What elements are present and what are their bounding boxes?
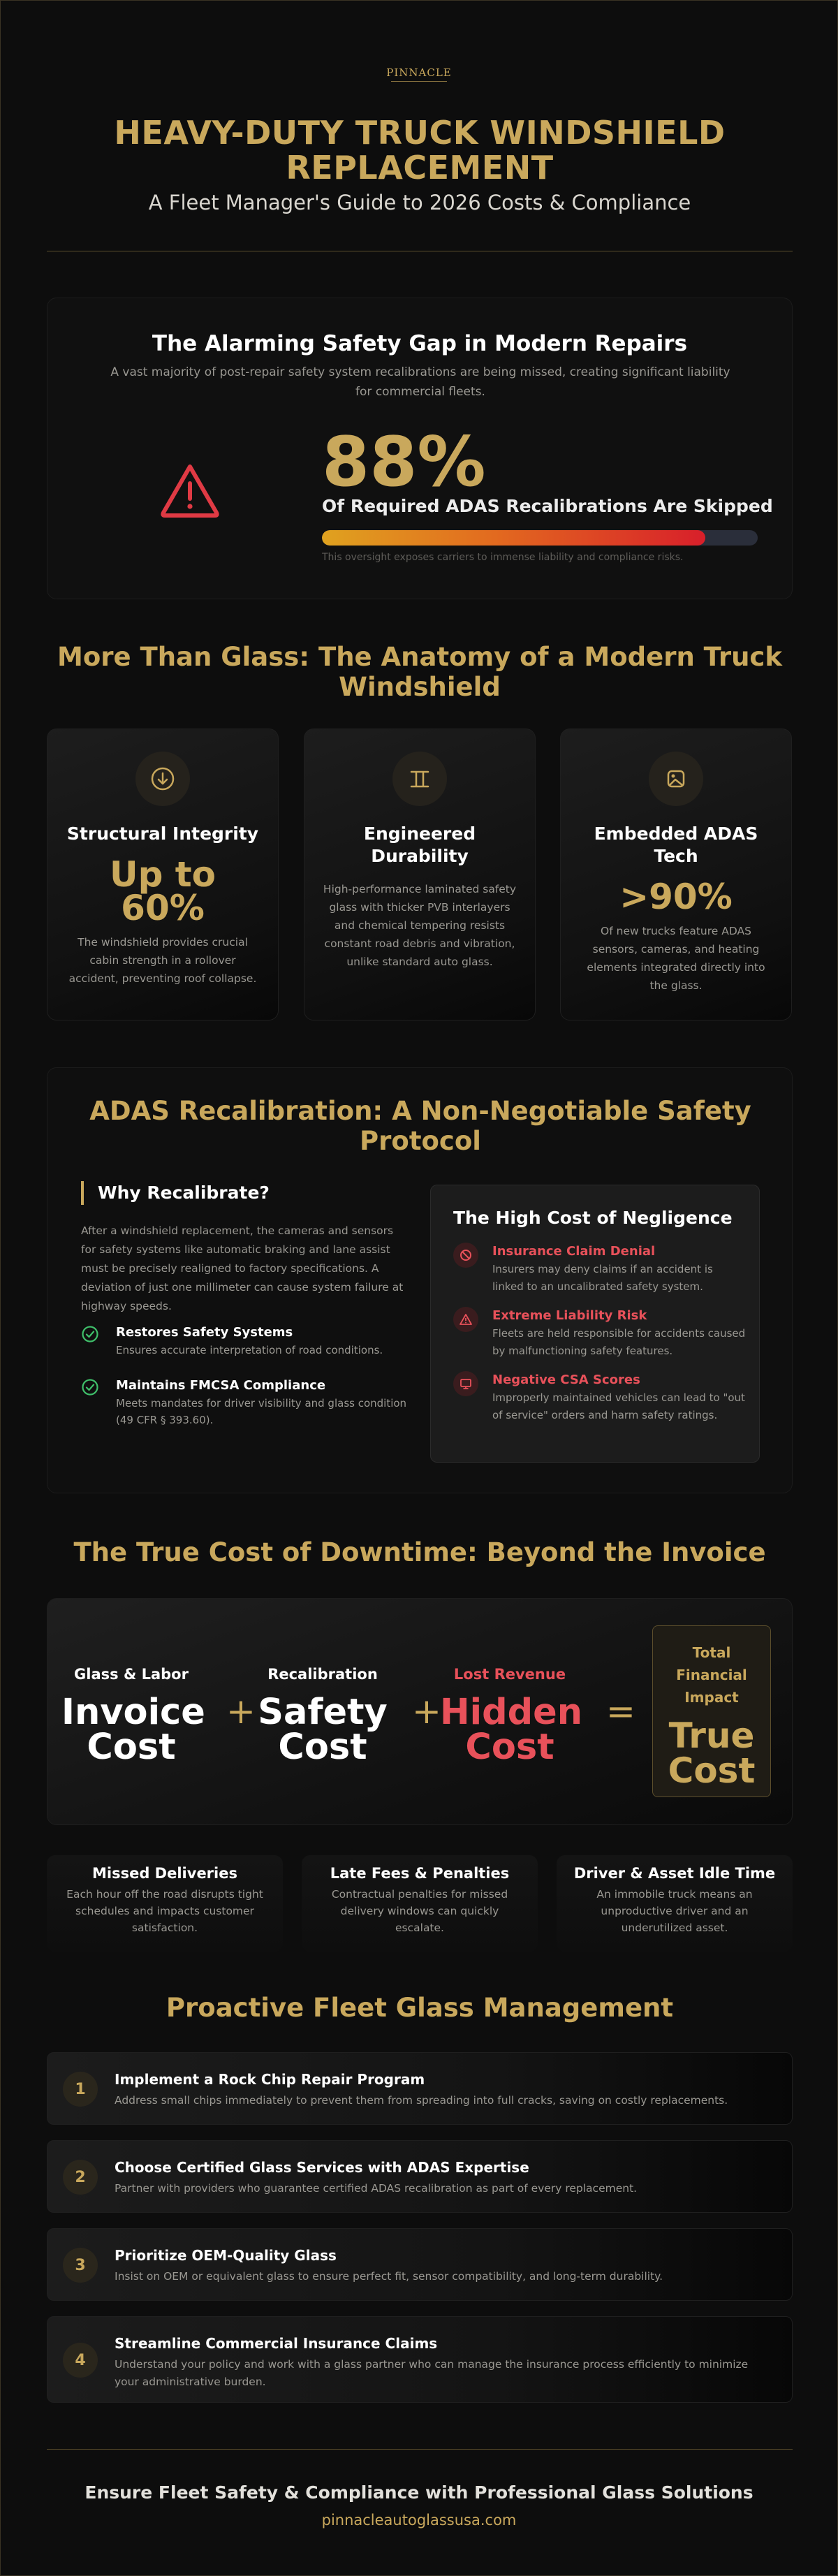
detail-title: Late Fees & Penalties [330, 1865, 510, 1882]
feature-stat: Up to 60% [109, 854, 216, 928]
risk-text: Fleets are held responsible for accidents caused by malfunctioning safety features. [492, 1327, 746, 1357]
feature-title: Embedded ADAS Tech [594, 824, 758, 866]
detail-text: An immobile truck means an unproductive driver and an underutilized asset. [596, 1888, 753, 1934]
skipped-progress-fill [322, 530, 705, 546]
brand-logo [1, 66, 837, 82]
downtime-detail-card [47, 1855, 283, 1952]
step-title: Choose Certified Glass Services with ADAS Expertise [115, 2159, 529, 2176]
feature-card-structural [47, 729, 279, 1020]
term-label: Lost Revenue [453, 1666, 566, 1683]
plus-operator: + [226, 1691, 256, 1732]
check-title: Restores Safety Systems [116, 1325, 293, 1340]
skipped-stat: 88% [322, 423, 486, 502]
feature-text: The windshield provides crucial cabin strength in a rollover accident, preventing roof collapse. [68, 936, 257, 985]
proactive-heading: Proactive Fleet Glass Management [166, 1993, 674, 2023]
step-number: 4 [63, 2343, 98, 2378]
step-number: 2 [63, 2160, 98, 2195]
detail-text: Each hour off the road disrupts tight schedules and impacts customer satisfaction. [66, 1888, 263, 1934]
term-label: Glass & Labor [74, 1666, 189, 1683]
detail-title: Missed Deliveries [92, 1865, 237, 1882]
equation-term-safety [253, 1666, 392, 1768]
check-circle-icon [81, 1378, 99, 1396]
risk-title: Negative CSA Scores [492, 1373, 640, 1387]
risk-text: Improperly maintained vehicles can lead to "out of service" orders and harm safety ratings. [492, 1391, 745, 1421]
downtime-heading: The True Cost of Downtime: Beyond the Invoice [73, 1537, 766, 1567]
logo-underline [391, 81, 447, 82]
footer-divider [47, 2449, 793, 2450]
equals-operator: = [606, 1691, 635, 1732]
check-item [81, 1324, 409, 1359]
liability-note: This oversight exposes carriers to immense liability and compliance risks. [322, 552, 684, 563]
downtime-detail-card [302, 1855, 538, 1952]
step-title: Streamline Commercial Insurance Claims [115, 2335, 438, 2352]
step-number: 1 [63, 2072, 98, 2107]
plus-operator: + [412, 1691, 441, 1732]
downtime-detail-card [557, 1855, 793, 1952]
term-value: Hidden Cost [440, 1692, 583, 1768]
feature-title: Structural Integrity [66, 824, 259, 844]
term-label: Recalibration [267, 1666, 378, 1683]
feature-title: Engineered Durability [363, 824, 476, 866]
feature-stat: >90% [619, 877, 733, 917]
check-item [81, 1377, 409, 1428]
check-circle-icon [81, 1325, 99, 1343]
feature-text: High-performance laminated safety glass with thicker PVB interlayers and chemical tempering resists constant road debris and vibration, unlike standard auto glass. [323, 883, 517, 968]
total-value: True Cost [668, 1715, 756, 1791]
warning-icon [159, 462, 221, 518]
safety-gap-lead: A vast majority of post-repair safety system recalibrations are being missed, creating significant liability for commercial fleets. [110, 365, 730, 399]
safety-gap-heading: The Alarming Safety Gap in Modern Repairs [152, 331, 688, 356]
adas-card [47, 1067, 793, 1493]
step-number: 3 [63, 2248, 98, 2283]
step-title: Implement a Rock Chip Repair Program [115, 2071, 425, 2088]
term-value: Safety Cost [258, 1692, 388, 1768]
page-subtitle: A Fleet Manager's Guide to 2026 Costs & Compliance [148, 191, 691, 214]
footer-website-link[interactable]: pinnacleautoglassusa.com [321, 2512, 517, 2529]
monitor-icon [459, 1377, 473, 1391]
total-impact-box [652, 1625, 771, 1797]
feature-icon-badge [392, 752, 447, 806]
risk-item [453, 1371, 747, 1424]
check-text: Meets mandates for driver visibility and glass condition (49 CFR § 393.60). [116, 1397, 407, 1426]
step-card [47, 2228, 793, 2301]
step-text: Partner with providers who guarantee certified ADAS recalibration as part of every replacement. [115, 2182, 638, 2195]
equation-term-hidden [440, 1666, 583, 1768]
why-recalibrate-title: Why Recalibrate? [81, 1181, 270, 1205]
pillar-icon [406, 765, 434, 793]
warning-triangle-icon [459, 1312, 473, 1326]
feature-card-durability [304, 729, 536, 1020]
feature-icon-badge [649, 752, 703, 806]
step-card [47, 2316, 793, 2403]
negligence-title: The High Cost of Negligence [453, 1208, 733, 1228]
feature-text: Of new trucks feature ADAS sensors, cameras, and heating elements integrated directly into the glass. [587, 925, 765, 992]
detail-title: Driver & Asset Idle Time [573, 1865, 776, 1882]
logo-text: PINNACLE [386, 66, 452, 79]
check-text: Ensures accurate interpretation of road conditions. [116, 1344, 383, 1356]
safety-gap-card [47, 298, 793, 599]
feature-card-adas [560, 729, 792, 1020]
risk-text: Insurers may deny claims if an accident is linked to an uncalibrated safety system. [492, 1263, 713, 1293]
adas-heading: ADAS Recalibration: A Non-Negotiable Safety Protocol [89, 1096, 751, 1156]
step-text: Understand your policy and work with a glass partner who can manage the insurance process efficiently to minimize your administrative burden. [115, 2358, 749, 2388]
risk-title: Extreme Liability Risk [492, 1308, 647, 1323]
ban-icon [459, 1248, 473, 1262]
why-recalibrate-text: After a windshield replacement, the cameras and sensors for safety systems like automatic braking and lane assist must be precisely realigned to factory specifications. A deviation of just one millimeter can cause system failure at highway speeds. [81, 1224, 404, 1312]
risk-icon-badge [453, 1243, 478, 1268]
skipped-progress-bar [322, 530, 758, 546]
step-title: Prioritize OEM-Quality Glass [115, 2247, 337, 2264]
step-text: Address small chips immediately to prevent them from spreading into full cracks, saving on costly replacements. [115, 2094, 728, 2107]
total-label: Total Financial Impact [676, 1644, 747, 1706]
anatomy-heading: More Than Glass: The Anatomy of a Modern Truck Windshield [57, 642, 782, 702]
risk-item [453, 1243, 747, 1296]
skipped-stat-label: Of Required ADAS Recalibrations Are Skipped [322, 496, 773, 516]
page-title: HEAVY-DUTY TRUCK WINDSHIELD REPLACEMENT [114, 114, 726, 186]
footer-tagline: Ensure Fleet Safety & Compliance with Professional Glass Solutions [84, 2482, 754, 2503]
risk-icon-badge [453, 1371, 478, 1396]
step-text: Insist on OEM or equivalent glass to ensure perfect fit, sensor compatibility, and long-term durability. [115, 2270, 663, 2283]
step-card [47, 2052, 793, 2125]
arrow-down-circle-icon [149, 765, 177, 793]
feature-icon-badge [135, 752, 190, 806]
risk-item [453, 1307, 747, 1360]
risk-title: Insurance Claim Denial [492, 1244, 656, 1259]
check-title: Maintains FMCSA Compliance [116, 1378, 326, 1393]
negligence-panel [430, 1185, 760, 1463]
image-icon [662, 765, 690, 793]
risk-icon-badge [453, 1307, 478, 1332]
term-value: Invoice Cost [61, 1692, 205, 1768]
step-card [47, 2140, 793, 2213]
cost-equation-card [47, 1598, 793, 1825]
equation-term-invoice [61, 1666, 205, 1768]
detail-text: Contractual penalties for missed delivery windows can quickly escalate. [331, 1888, 508, 1934]
